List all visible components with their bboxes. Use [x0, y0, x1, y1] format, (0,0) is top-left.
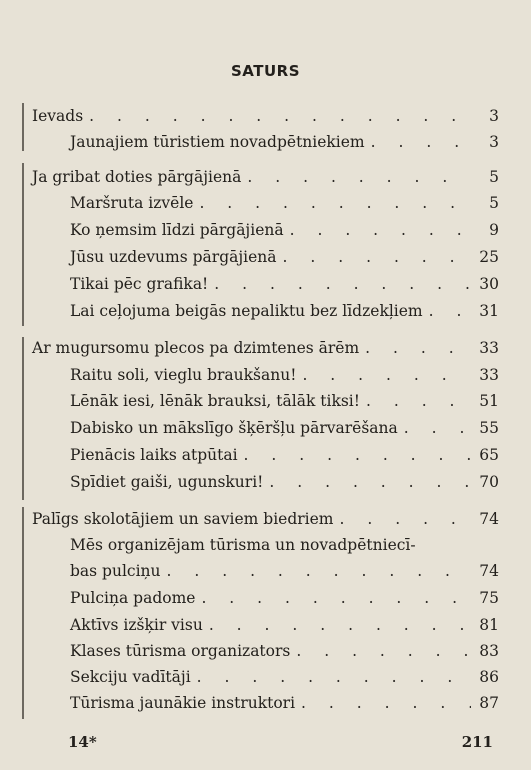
page-number: 211	[461, 733, 493, 751]
leader-dots	[404, 417, 471, 439]
toc-entry-page: 5	[489, 168, 499, 186]
signature-mark: 14*	[68, 733, 97, 751]
toc-subentry-label: Tūrisma jaunākie instruktori	[70, 694, 296, 712]
toc-subentry-label: Klases tūrisma organizators	[70, 642, 291, 660]
toc-subentry	[70, 219, 499, 241]
leader-dots	[290, 219, 471, 241]
toc-subentry-page: 3	[489, 133, 499, 151]
toc-subentry	[70, 273, 499, 295]
toc-subentry-label: Jaunajiem tūristiem novadpētniekiem	[70, 133, 365, 151]
toc-subentry-page: 70	[479, 473, 499, 491]
toc-subentry	[70, 246, 499, 268]
toc-entry-page: 3	[489, 107, 499, 125]
toc-subentry	[70, 471, 499, 493]
toc-subentry-label: Aktīvs izšķir visu	[70, 616, 203, 634]
toc-entry	[32, 166, 499, 188]
leader-dots	[302, 364, 471, 386]
toc-entry-label: Ar mugursomu plecos pa dzimtenes ārēm	[32, 339, 360, 357]
section-rule	[22, 103, 24, 151]
leader-dots	[167, 560, 471, 582]
toc-subentry	[70, 560, 499, 582]
toc-subentry-page: 51	[479, 392, 499, 410]
toc-subentry-label: bas pulciņu	[70, 562, 161, 580]
toc-subentry-label: Sekciju vadītāji	[70, 668, 191, 686]
toc-subentry-page: 74	[479, 562, 499, 580]
toc-subentry-label: Jūsu uzdevums pārgājienā	[70, 248, 277, 266]
toc-subentry-label: Tikai pēc grafika!	[70, 275, 209, 293]
leader-dots	[366, 390, 471, 412]
toc-subentry	[70, 417, 499, 439]
toc-subentry	[70, 300, 499, 322]
toc-entry-page: 33	[479, 339, 499, 357]
toc-subentry-label: Ko ņemsim līdzi pārgājienā	[70, 221, 284, 239]
toc-subentry-label: Lēnāk iesi, lēnāk brauksi, tālāk tiksi!	[70, 392, 360, 410]
toc-subentry-page: 86	[479, 668, 499, 686]
toc-subentry-page: 31	[479, 302, 499, 320]
leader-dots	[247, 166, 471, 188]
toc-subentry-label: Pulciņa padome	[70, 589, 196, 607]
leader-dots	[199, 192, 471, 214]
toc-subentry-page: 83	[479, 642, 499, 660]
leader-dots	[214, 273, 471, 295]
toc-subentry	[70, 692, 499, 714]
leader-dots	[209, 614, 471, 636]
toc-subentry-label: Pienācis laiks atpūtai	[70, 446, 238, 464]
toc-subentry-page: 65	[479, 446, 499, 464]
toc-subentry-label: Raitu soli, vieglu braukšanu!	[70, 366, 297, 384]
toc-subentry	[70, 192, 499, 214]
toc-subentry	[70, 390, 499, 412]
toc-subentry-page: 5	[489, 194, 499, 212]
toc-subentry-page: 9	[489, 221, 499, 239]
section-rule	[22, 163, 24, 326]
leader-dots	[244, 444, 471, 466]
section-rule	[22, 337, 24, 500]
leader-dots	[201, 587, 471, 609]
toc-subentry-page: 75	[479, 589, 499, 607]
leader-dots	[301, 692, 471, 714]
leader-dots	[283, 246, 471, 268]
toc-subentry-label-line1: Mēs organizējam tūrisma un novadpētniecī-	[70, 536, 416, 554]
leader-dots	[197, 666, 471, 688]
leader-dots	[296, 640, 471, 662]
toc-subentry-label: Maršruta izvēle	[70, 194, 194, 212]
leader-dots	[371, 131, 471, 153]
leader-dots	[269, 471, 471, 493]
toc-subentry-page: 81	[479, 616, 499, 634]
toc-subentry-page: 30	[479, 275, 499, 293]
toc-subentry	[70, 444, 499, 466]
toc-entry	[32, 508, 499, 530]
toc-subentry-page: 33	[479, 366, 499, 384]
leader-dots	[89, 105, 471, 127]
toc-subentry	[70, 131, 499, 153]
toc-subentry-label: Lai ceļojuma beigās nepaliktu bez līdzekļiem	[70, 302, 423, 320]
toc-entry	[32, 105, 499, 127]
toc-subentry	[70, 614, 499, 636]
toc-entry-label: Ievads	[32, 107, 84, 125]
toc-subentry-page: 87	[479, 694, 499, 712]
toc-subentry-label: Spīdiet gaiši, ugunskuri!	[70, 473, 264, 491]
toc-entry	[32, 337, 499, 359]
leader-dots	[429, 300, 471, 322]
toc-entry-label: Ja gribat doties pārgājienā	[32, 168, 242, 186]
toc-subentry	[70, 640, 499, 662]
toc-subentry-label: Dabisko un mākslīgo šķēršļu pārvarēšana	[70, 419, 398, 437]
toc-subentry	[70, 587, 499, 609]
leader-dots	[365, 337, 471, 359]
toc-subentry	[70, 666, 499, 688]
toc-title: SATURS	[230, 62, 300, 80]
section-rule	[22, 507, 24, 719]
toc-entry-page: 74	[479, 510, 499, 528]
toc-subentry	[70, 364, 499, 386]
toc-subentry-page: 25	[479, 248, 499, 266]
leader-dots	[340, 508, 471, 530]
toc-subentry-page: 55	[479, 419, 499, 437]
toc-entry-label: Palīgs skolotājiem un saviem biedriem	[32, 510, 334, 528]
